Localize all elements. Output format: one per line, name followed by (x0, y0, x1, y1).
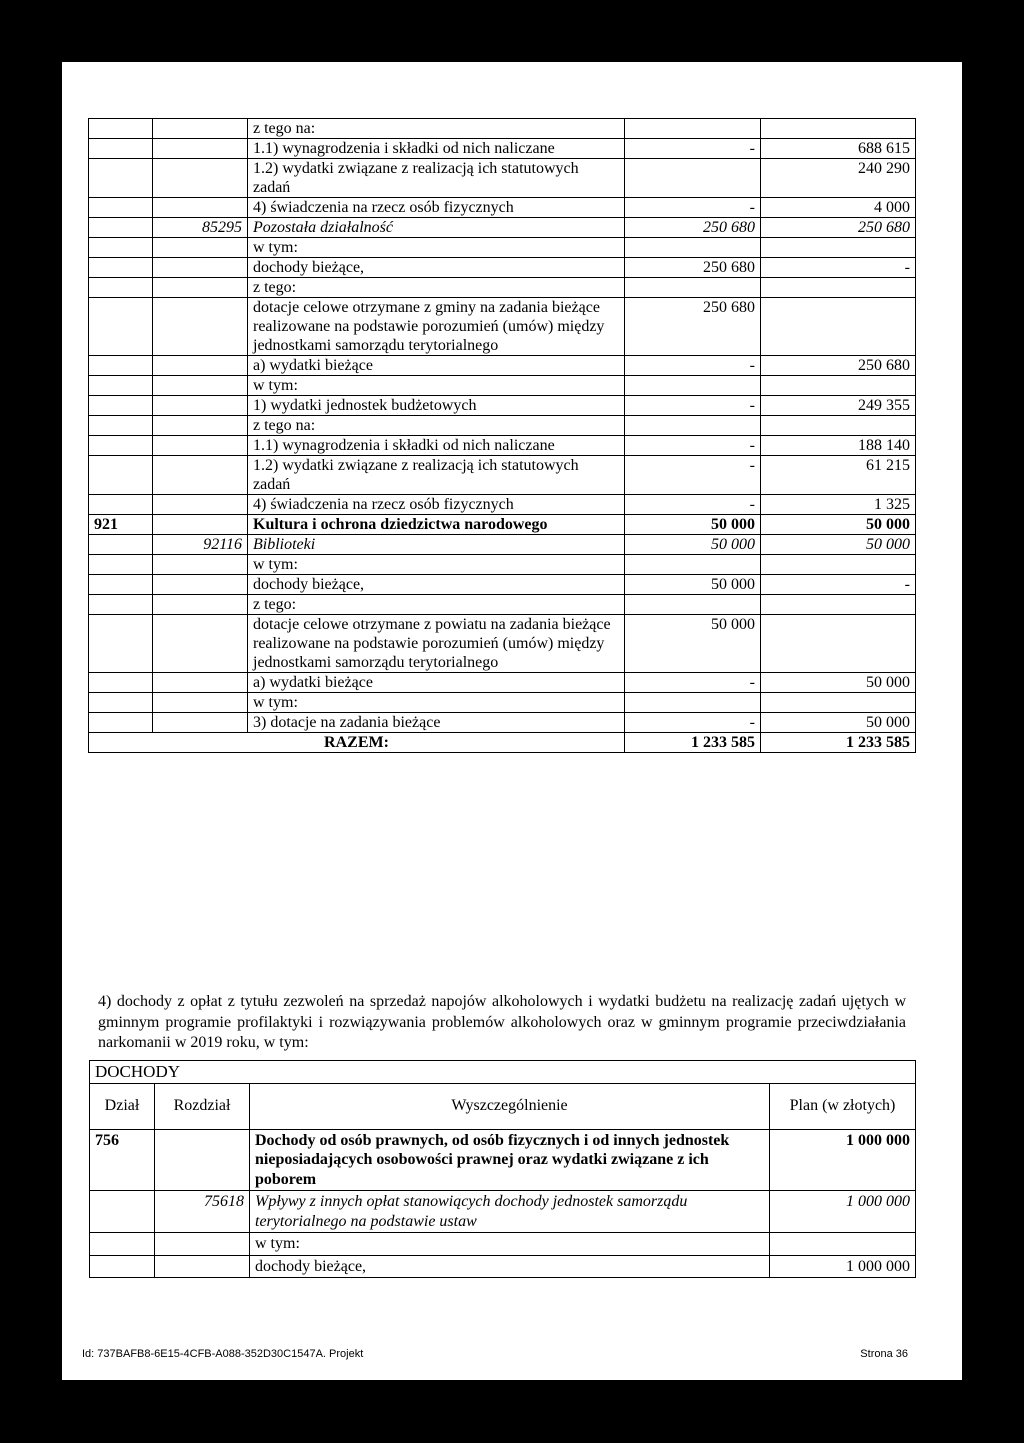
cell-dzial (89, 139, 153, 159)
cell-description: Kultura i ochrona dziedzictwa narodowego (248, 515, 625, 535)
dochody-cell-plan: 1 000 000 (770, 1255, 916, 1278)
cell-description: w tym: (248, 238, 625, 258)
dochody-cell-rozdzial (155, 1129, 250, 1191)
cell-plan-dochody: - (625, 396, 761, 416)
header-rozdzial: Rozdział (155, 1083, 250, 1129)
total-plan-dochody: 1 233 585 (625, 733, 761, 753)
cell-dzial (89, 495, 153, 515)
table-row (89, 535, 916, 555)
cell-dzial (89, 436, 153, 456)
cell-plan-dochody: - (625, 139, 761, 159)
cell-plan-dochody (625, 159, 761, 198)
table-row (89, 258, 916, 278)
cell-plan-wydatki (761, 416, 916, 436)
table-row (89, 615, 916, 673)
cell-dzial (89, 218, 153, 238)
cell-description: dotacje celowe otrzymane z powiatu na zadania bieżące realizowane na podstawie porozumień (umów) między jednostkami samorządu terytorialnego (248, 615, 625, 673)
cell-rozdzial (153, 159, 248, 198)
cell-description: w tym: (248, 376, 625, 396)
table-row (89, 595, 916, 615)
cell-description: 1.1) wynagrodzenia i składki od nich naliczane (248, 436, 625, 456)
dochody-row (90, 1233, 916, 1256)
cell-description: 1) wydatki jednostek budżetowych (248, 396, 625, 416)
cell-plan-wydatki: 50 000 (761, 713, 916, 733)
cell-rozdzial (153, 575, 248, 595)
dochody-cell-rozdzial: 75618 (155, 1191, 250, 1233)
cell-description: a) wydatki bieżące (248, 356, 625, 376)
dochody-cell-description: Dochody od osób prawnych, od osób fizycznych i od innych jednostek nieposiadających osobowości prawnej oraz wydatki związane z ich poborem (250, 1129, 770, 1191)
cell-description: 4) świadczenia na rzecz osób fizycznych (248, 198, 625, 218)
cell-plan-wydatki (761, 595, 916, 615)
cell-plan-wydatki: 50 000 (761, 673, 916, 693)
cell-rozdzial (153, 436, 248, 456)
cell-description: w tym: (248, 555, 625, 575)
cell-plan-dochody: - (625, 713, 761, 733)
cell-rozdzial (153, 278, 248, 298)
cell-dzial (89, 575, 153, 595)
cell-dzial (89, 595, 153, 615)
cell-dzial (89, 298, 153, 356)
table-row (89, 575, 916, 595)
cell-plan-wydatki: 250 680 (761, 218, 916, 238)
cell-description: z tego: (248, 595, 625, 615)
table-row (89, 713, 916, 733)
cell-plan-wydatki: - (761, 575, 916, 595)
dochody-cell-description: w tym: (250, 1233, 770, 1256)
cell-rozdzial (153, 456, 248, 495)
cell-rozdzial (153, 713, 248, 733)
budget-table (88, 118, 916, 753)
cell-dzial (89, 258, 153, 278)
cell-description: w tym: (248, 693, 625, 713)
cell-dzial (89, 535, 153, 555)
cell-plan-dochody: - (625, 495, 761, 515)
cell-plan-wydatki: 688 615 (761, 139, 916, 159)
cell-plan-dochody: 250 680 (625, 298, 761, 356)
cell-rozdzial (153, 258, 248, 278)
cell-plan-dochody: 250 680 (625, 218, 761, 238)
table-row (89, 396, 916, 416)
cell-plan-wydatki: 50 000 (761, 515, 916, 535)
table-row (89, 515, 916, 535)
cell-description: Pozostała działalność (248, 218, 625, 238)
cell-plan-wydatki: 4 000 (761, 198, 916, 218)
cell-plan-wydatki: 240 290 (761, 159, 916, 198)
cell-plan-dochody: 50 000 (625, 535, 761, 555)
cell-plan-wydatki (761, 615, 916, 673)
cell-rozdzial (153, 139, 248, 159)
cell-plan-dochody: 50 000 (625, 575, 761, 595)
table-row (89, 356, 916, 376)
table-row (89, 436, 916, 456)
cell-plan-dochody: 50 000 (625, 515, 761, 535)
cell-rozdzial: 85295 (153, 218, 248, 238)
dochody-cell-rozdzial (155, 1255, 250, 1278)
dochody-cell-description: Wpływy z innych opłat stanowiących dochody jednostek samorządu terytorialnego na podstawie ustaw (250, 1191, 770, 1233)
dochody-cell-plan (770, 1233, 916, 1256)
table-row (89, 238, 916, 258)
cell-description: 4) świadczenia na rzecz osób fizycznych (248, 495, 625, 515)
cell-plan-dochody (625, 555, 761, 575)
cell-rozdzial (153, 693, 248, 713)
cell-rozdzial (153, 515, 248, 535)
cell-plan-dochody (625, 376, 761, 396)
cell-plan-wydatki (761, 238, 916, 258)
document-page (62, 62, 962, 1380)
header-wyszczegolnienie: Wyszczególnienie (250, 1083, 770, 1129)
cell-plan-wydatki: 50 000 (761, 535, 916, 555)
cell-plan-dochody: - (625, 673, 761, 693)
cell-description: z tego na: (248, 119, 625, 139)
cell-plan-dochody (625, 119, 761, 139)
cell-dzial (89, 356, 153, 376)
cell-dzial (89, 416, 153, 436)
total-label: RAZEM: (89, 733, 625, 753)
cell-plan-dochody: - (625, 436, 761, 456)
dochody-cell-plan: 1 000 000 (770, 1129, 916, 1191)
table-row (89, 555, 916, 575)
header-dzial: Dział (90, 1083, 155, 1129)
cell-description: dotacje celowe otrzymane z gminy na zadania bieżące realizowane na podstawie porozumień (umów) między jednostkami samorządu terytorialnego (248, 298, 625, 356)
cell-plan-dochody (625, 416, 761, 436)
table-row (89, 673, 916, 693)
cell-dzial (89, 673, 153, 693)
cell-plan-dochody: - (625, 198, 761, 218)
cell-plan-wydatki (761, 693, 916, 713)
total-row (89, 733, 916, 753)
cell-rozdzial (153, 595, 248, 615)
cell-rozdzial (153, 416, 248, 436)
cell-rozdzial (153, 376, 248, 396)
dochody-cell-dzial: 756 (90, 1129, 155, 1191)
cell-dzial (89, 278, 153, 298)
table-row (89, 139, 916, 159)
cell-plan-wydatki: 249 355 (761, 396, 916, 416)
table-row (89, 198, 916, 218)
cell-rozdzial (153, 615, 248, 673)
cell-plan-wydatki: 1 325 (761, 495, 916, 515)
cell-description: dochody bieżące, (248, 575, 625, 595)
table-row (89, 119, 916, 139)
cell-plan-dochody (625, 595, 761, 615)
table-row (89, 495, 916, 515)
cell-plan-wydatki (761, 278, 916, 298)
table-row (89, 298, 916, 356)
table-row (89, 376, 916, 396)
cell-dzial (89, 693, 153, 713)
cell-dzial (89, 238, 153, 258)
cell-dzial (89, 376, 153, 396)
table-row (89, 416, 916, 436)
cell-plan-wydatki (761, 119, 916, 139)
cell-dzial (89, 615, 153, 673)
cell-description: dochody bieżące, (248, 258, 625, 278)
table-row (89, 159, 916, 198)
cell-plan-dochody: 250 680 (625, 258, 761, 278)
dochody-row (90, 1191, 916, 1233)
table-row (89, 218, 916, 238)
cell-rozdzial (153, 198, 248, 218)
dochody-row (90, 1129, 916, 1191)
cell-plan-wydatki: 61 215 (761, 456, 916, 495)
cell-dzial (89, 198, 153, 218)
cell-dzial (89, 119, 153, 139)
cell-rozdzial (153, 555, 248, 575)
cell-rozdzial (153, 238, 248, 258)
cell-dzial (89, 555, 153, 575)
cell-description: Biblioteki (248, 535, 625, 555)
cell-description: z tego na: (248, 416, 625, 436)
cell-plan-wydatki (761, 298, 916, 356)
cell-plan-dochody: 50 000 (625, 615, 761, 673)
cell-dzial: 921 (89, 515, 153, 535)
total-plan-wydatki: 1 233 585 (761, 733, 916, 753)
cell-rozdzial (153, 396, 248, 416)
cell-rozdzial (153, 495, 248, 515)
cell-dzial (89, 456, 153, 495)
cell-description: z tego: (248, 278, 625, 298)
cell-plan-dochody: - (625, 456, 761, 495)
dochody-table (89, 1060, 916, 1278)
cell-rozdzial (153, 356, 248, 376)
cell-plan-dochody (625, 278, 761, 298)
cell-rozdzial (153, 119, 248, 139)
cell-description: 1.2) wydatki związane z realizacją ich statutowych zadań (248, 456, 625, 495)
cell-description: a) wydatki bieżące (248, 673, 625, 693)
cell-plan-wydatki (761, 376, 916, 396)
cell-plan-wydatki: 250 680 (761, 356, 916, 376)
cell-description: 1.2) wydatki związane z realizacją ich statutowych zadań (248, 159, 625, 198)
dochody-cell-dzial (90, 1233, 155, 1256)
page-number: Strona 36 (860, 1348, 908, 1360)
table-row (89, 456, 916, 495)
table-row (89, 693, 916, 713)
cell-rozdzial (153, 298, 248, 356)
cell-plan-wydatki: 188 140 (761, 436, 916, 456)
dochody-row (90, 1255, 916, 1278)
dochody-cell-rozdzial (155, 1233, 250, 1256)
section-paragraph: 4) dochody z opłat z tytułu zezwoleń na sprzedaż napojów alkoholowych i wydatki budżetu na realizację zadań ujętych w gminnym programie profilaktyki i rozwiązywania problemów alkoholowych oraz w gminnym programie przeciwdziałania narkomanii w 2019 roku, w tym: (98, 993, 906, 1051)
cell-rozdzial: 92116 (153, 535, 248, 555)
cell-plan-dochody: - (625, 356, 761, 376)
dochody-cell-dzial (90, 1191, 155, 1233)
cell-description: 1.1) wynagrodzenia i składki od nich naliczane (248, 139, 625, 159)
dochody-cell-description: dochody bieżące, (250, 1255, 770, 1278)
cell-rozdzial (153, 673, 248, 693)
cell-dzial (89, 713, 153, 733)
table-row (89, 278, 916, 298)
cell-plan-dochody (625, 238, 761, 258)
dochody-cell-dzial (90, 1255, 155, 1278)
cell-plan-dochody (625, 693, 761, 713)
cell-dzial (89, 159, 153, 198)
dochody-title: DOCHODY (90, 1061, 916, 1084)
header-plan: Plan (w złotych) (770, 1083, 916, 1129)
cell-plan-wydatki (761, 555, 916, 575)
document-id: Id: 737BAFB8-6E15-4CFB-A088-352D30C1547A. Projekt (82, 1348, 364, 1360)
cell-description: 3) dotacje na zadania bieżące (248, 713, 625, 733)
cell-plan-wydatki: - (761, 258, 916, 278)
cell-dzial (89, 396, 153, 416)
dochody-cell-plan: 1 000 000 (770, 1191, 916, 1233)
